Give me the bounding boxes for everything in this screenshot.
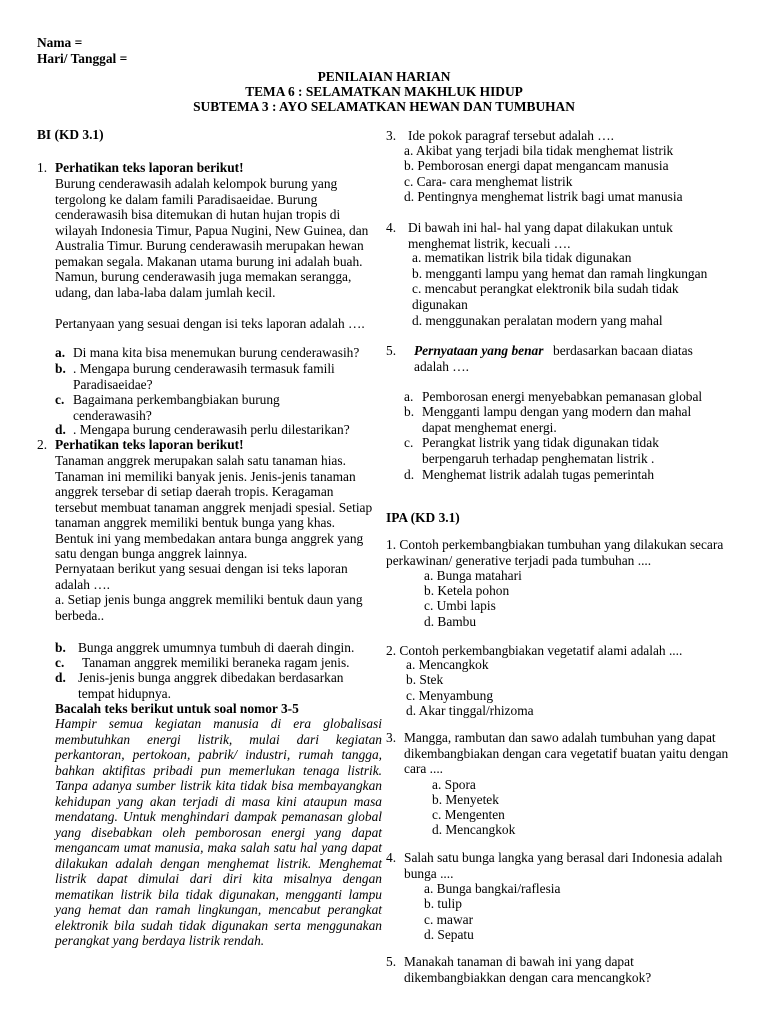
ipa-q3-number: 3. [386, 730, 397, 745]
bi-q5-option-d-letter: d. [404, 467, 415, 482]
ipa-q4-question: Salah satu bunga langka yang berasal dari Indonesia adalah bunga .... [404, 850, 723, 881]
ipa-q2-option-c: c. Menyambung [406, 688, 494, 703]
bi-q3-option-a: a. Akibat yang terjadi bila tidak menghemat listrik [404, 143, 674, 158]
bi-q1-question: Pertanyaan yang sesuai dengan isi teks laporan adalah …. [55, 316, 365, 331]
ipa-q2-option-b: b. Stek [406, 672, 444, 687]
ipa-heading: IPA (KD 3.1) [386, 510, 460, 525]
bi-q4-option-d: d. menggunakan peralatan modern yang mahal [412, 313, 663, 328]
bi-q1-text: Burung cenderawasih adalah kelompok burung yang tergolong ke dalam famili Paradisaeidae. Burung cenderawasih bisa ditemukan di hutan hujan tropis di wilayah Indonesia Timur, Papua Nugini, New Guinea, dan Australia Timur. Burung cenderawasih merupakan hewan pemakan segala. Makanan utama burung ini adalah buah. Namun, burung cenderawasih juga memakan serangga, udang, dan laba-laba dalam jumlah kecil. [55, 176, 369, 300]
ipa-q3-question: Mangga, rambutan dan sawo adalah tumbuhan yang dapat dikembangbiakan dengan cara vegetatif buatan yaitu dengan cara .... [404, 730, 729, 776]
bi-q5-number: 5. [386, 343, 397, 358]
ipa-q2-question: 2. Contoh perkembangbiakan vegetatif alami adalah .... [386, 643, 683, 658]
bi-q2-option-b: Bunga anggrek umumnya tumbuh di daerah dingin. [78, 640, 355, 655]
bi-q2-question: Pernyataan berikut yang sesuai dengan isi teks laporan adalah …. [55, 561, 348, 592]
ipa-q1-question: 1. Contoh perkembangbiakan tumbuhan yang dilakukan secara perkawinan/ generative terjadi pada tumbuhan .... [386, 537, 724, 568]
date-field-label: Hari/ Tanggal = [37, 51, 128, 66]
name-field-label: Nama = [37, 35, 83, 50]
ipa-q1-option-a: a. Bunga matahari [424, 568, 522, 583]
bi-q5-option-b-letter: b. [404, 404, 415, 419]
exam-title: PENILAIAN HARIAN [317, 69, 451, 84]
bi-q1-option-d-letter: d. [55, 422, 66, 437]
ipa-q5-number: 5. [386, 954, 397, 969]
bi-q5-question-end: adalah …. [414, 359, 470, 374]
ipa-q4-option-b: b. tulip [424, 896, 462, 911]
ipa-q3-option-b: b. Menyetek [432, 792, 499, 807]
ipa-q3-option-d: d. Mencangkok [432, 822, 516, 837]
bi-q3-number: 3. [386, 128, 397, 143]
bi-q2-option-d: Jenis-jenis bunga anggrek dibedakan berdasarkan tempat hidupnya. [78, 670, 344, 701]
bi-q3-option-d: d. Pentingnya menghemat listrik bagi umat manusia [404, 189, 683, 204]
bi-q2-number: 2. [37, 437, 48, 452]
ipa-q1-option-d: d. Bambu [424, 614, 477, 629]
bi-q2-option-c: Tanaman anggrek memiliki beraneka ragam jenis. [82, 655, 350, 670]
ipa-q3-option-a: a. Spora [432, 777, 476, 792]
ipa-q4-option-c: c. mawar [424, 912, 474, 927]
ipa-q3-option-c: c. Mengenten [432, 807, 505, 822]
bi-q5-option-c-letter: c. [404, 435, 414, 450]
ipa-q1-option-c: c. Umbi lapis [424, 598, 496, 613]
bi-q5-option-d: Menghemat listrik adalah tugas pemerintah [422, 467, 655, 482]
bi-q2-option-a: a. Setiap jenis bunga anggrek memiliki bentuk daun yang berbeda.. [55, 592, 363, 623]
bi-q5-question-emphasis: Pernyataan yang benar [414, 343, 544, 358]
bi-q1-option-a: Di mana kita bisa menemukan burung cenderawasih? [73, 345, 360, 360]
bi-q5-option-a: Pemborosan energi menyebabkan pemanasan global [422, 389, 703, 404]
bi-q2-text: Tanaman anggrek merupakan salah satu tanaman hias. Tanaman ini memiliki banyak jenis. Jenis-jenis tanaman anggrek tersebar di setiap daerah tropis. Keragaman tersebut membuat tanaman anggrek menjadi spesial. Setiap tanaman anggrek memiliki bentuk bunga yang khas. Bentuk ini yang membedakan antara bunga anggrek yang satu dengan bunga anggrek lainnya. [55, 453, 373, 561]
bi-q1-option-d: . Mengapa burung cenderawasih perlu dilestarikan? [73, 422, 350, 437]
theme-title: TEMA 6 : SELAMATKAN MAKHLUK HIDUP [245, 84, 523, 99]
bi-q1-option-c: Bagaimana perkembangbiakan burung cenderawasih? [73, 392, 280, 423]
ipa-q1-option-b: b. Ketela pohon [424, 583, 510, 598]
bi-q1-option-b-letter: b. [55, 361, 66, 376]
bi-q2-option-b-letter: b. [55, 640, 66, 655]
bi-q1-number: 1. [37, 160, 48, 175]
reading-instruction: Bacalah teks berikut untuk soal nomor 3-5 [55, 701, 299, 716]
bi-heading: BI (KD 3.1) [37, 127, 104, 142]
bi-q5-option-a-letter: a. [404, 389, 414, 404]
ipa-q2-option-d: d. Akar tinggal/rhizoma [406, 703, 534, 718]
ipa-q5-question: Manakah tanaman di bawah ini yang dapat dikembangbiakkan dengan cara mencangkok? [404, 954, 652, 985]
bi-q4-option-a: a. mematikan listrik bila tidak digunakan [412, 250, 632, 265]
bi-q5-option-c: Perangkat listrik yang tidak digunakan tidak berpengaruh terhadap penghematan listrik . [422, 435, 659, 466]
ipa-q4-option-a: a. Bunga bangkai/raflesia [424, 881, 561, 896]
subtheme-title: SUBTEMA 3 : AYO SELAMATKAN HEWAN DAN TUMBUHAN [193, 99, 575, 114]
bi-q4-number: 4. [386, 220, 397, 235]
ipa-q2-option-a: a. Mencangkok [406, 657, 489, 672]
ipa-q4-option-d: d. Sepatu [424, 927, 474, 942]
ipa-q4-number: 4. [386, 850, 397, 865]
bi-q4-question: Di bawah ini hal- hal yang dapat dilakukan untuk menghemat listrik, kecuali …. [408, 220, 673, 251]
bi-q2-option-d-letter: d. [55, 670, 66, 685]
bi-q3-option-c: c. Cara- cara menghemat listrik [404, 174, 573, 189]
bi-q1-option-c-letter: c. [55, 392, 65, 407]
bi-q3-question: Ide pokok paragraf tersebut adalah …. [408, 128, 614, 143]
reading-passage: Hampir semua kegiatan manusia di era globalisasi membutuhkan energi listrik, mulai dari kegiatan perkantoran, pertokoan, pabrik/ industri, rumah tangga, bahkan aktifitas pribadi pun memerlukan tenaga listrik. Tanpa adanya sumber listrik kita tidak bisa membayangkan kehidupan yang akan terjadi di masa kini ataupun masa mendatang. Untuk menghindari dampak pemanasan global yang disebabkan oleh pemborosan energi yang dapat mengancam umat manusia, maka salah satu hal yang dapat dilakukan adalah dengan menghemat listrik. Menghemat listrik dapat dimulai dari diri kita misalnya dengan mematikan listrik bila tidak digunakan, mengganti lampu yang hemat dan ramah lingkungan, mencabut perangkat elektronik bila sudah tidak digunakan serta menggunakan perangkat yang berdaya listrik rendah. [55, 716, 382, 948]
bi-q3-option-b: b. Pemborosan energi dapat mengancam manusia [404, 158, 669, 173]
bi-q4-option-c: c. mencabut perangkat elektronik bila sudah tidak digunakan [412, 281, 679, 312]
bi-q2-option-c-letter: c. [55, 655, 65, 670]
bi-q4-option-b: b. mengganti lampu yang hemat dan ramah lingkungan [412, 266, 708, 281]
bi-q1-option-b: . Mengapa burung cenderawasih termasuk famili Paradisaeidae? [73, 361, 335, 392]
bi-q5-question-rest: berdasarkan bacaan diatas [553, 343, 693, 358]
bi-q1-option-a-letter: a. [55, 345, 66, 360]
bi-q1-instruction: Perhatikan teks laporan berikut! [55, 160, 244, 175]
bi-q5-option-b: Mengganti lampu dengan yang modern dan mahal dapat menghemat energi. [422, 404, 692, 435]
bi-q2-instruction: Perhatikan teks laporan berikut! [55, 437, 244, 452]
